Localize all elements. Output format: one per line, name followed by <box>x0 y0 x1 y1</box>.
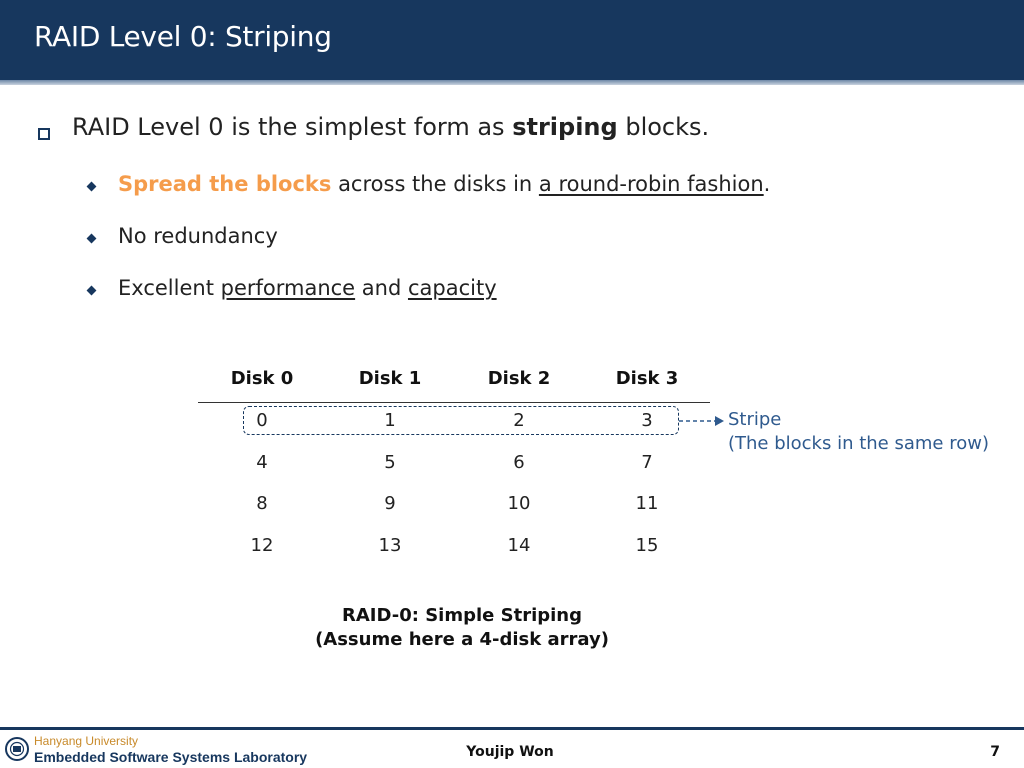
block-cell: 3 <box>641 410 653 431</box>
main-bullet-prefix: RAID Level 0 is the simplest form as <box>72 113 513 141</box>
block-cell: 1 <box>384 410 396 431</box>
footer-divider <box>0 727 1024 730</box>
stripe-label: Stripe <box>728 409 782 430</box>
header-divider <box>0 80 1024 85</box>
block-cell: 11 <box>635 493 659 514</box>
disk-header: Disk 3 <box>615 368 679 389</box>
main-bullet-suffix: blocks. <box>617 113 710 141</box>
table-header-rule <box>198 402 710 403</box>
page-number: 7 <box>990 744 1000 760</box>
block-cell: 4 <box>256 452 268 473</box>
diamond-bullet-icon <box>87 286 97 296</box>
main-bullet-bold: striping <box>512 113 618 141</box>
block-cell: 10 <box>507 493 531 514</box>
block-cell: 6 <box>513 452 525 473</box>
block-cell: 0 <box>256 410 268 431</box>
capacity-text: capacity <box>407 276 497 300</box>
block-cell: 13 <box>378 535 402 556</box>
spread-suffix: . <box>763 172 771 196</box>
block-cell: 2 <box>513 410 525 431</box>
stripe-description: (The blocks in the same row) <box>728 433 989 454</box>
block-cell: 5 <box>384 452 396 473</box>
block-cell: 8 <box>256 493 268 514</box>
figure-caption <box>262 604 662 652</box>
stripe-annotation <box>728 408 989 456</box>
footer-university: Hanyang University <box>34 734 139 748</box>
block-cell: 9 <box>384 493 396 514</box>
disk-header: Disk 0 <box>230 368 294 389</box>
performance-text: performance <box>220 276 356 300</box>
block-cell: 14 <box>507 535 531 556</box>
block-cell: 7 <box>641 452 653 473</box>
excellent-middle: and <box>355 276 408 300</box>
excellent-prefix: Excellent <box>118 276 221 300</box>
square-bullet-icon <box>38 128 50 140</box>
diamond-bullet-icon <box>87 234 97 244</box>
footer-author: Youjip Won <box>466 744 554 760</box>
disk-header: Disk 2 <box>487 368 551 389</box>
main-bullet-text <box>72 113 709 141</box>
sub-bullet-excellent <box>118 276 497 300</box>
diamond-bullet-icon <box>87 182 97 192</box>
block-cell: 12 <box>250 535 274 556</box>
footer-lab-name: Embedded Software Systems Laboratory <box>34 749 308 765</box>
university-seal-icon <box>5 735 29 763</box>
caption-line-1: RAID-0: Simple Striping <box>341 605 582 626</box>
sub-bullet-spread <box>118 172 770 196</box>
caption-line-2: (Assume here a 4-disk array) <box>315 629 609 650</box>
disk-header: Disk 1 <box>358 368 422 389</box>
round-robin-text: a round-robin fashion <box>538 172 764 196</box>
spread-middle: across the disks in <box>331 172 539 196</box>
block-cell: 15 <box>635 535 659 556</box>
stripe-arrow-icon <box>679 413 725 429</box>
sub-bullet-redundancy: No redundancy <box>118 224 278 248</box>
slide-title: RAID Level 0: Striping <box>34 20 332 53</box>
spread-highlight: Spread the blocks <box>118 172 332 196</box>
